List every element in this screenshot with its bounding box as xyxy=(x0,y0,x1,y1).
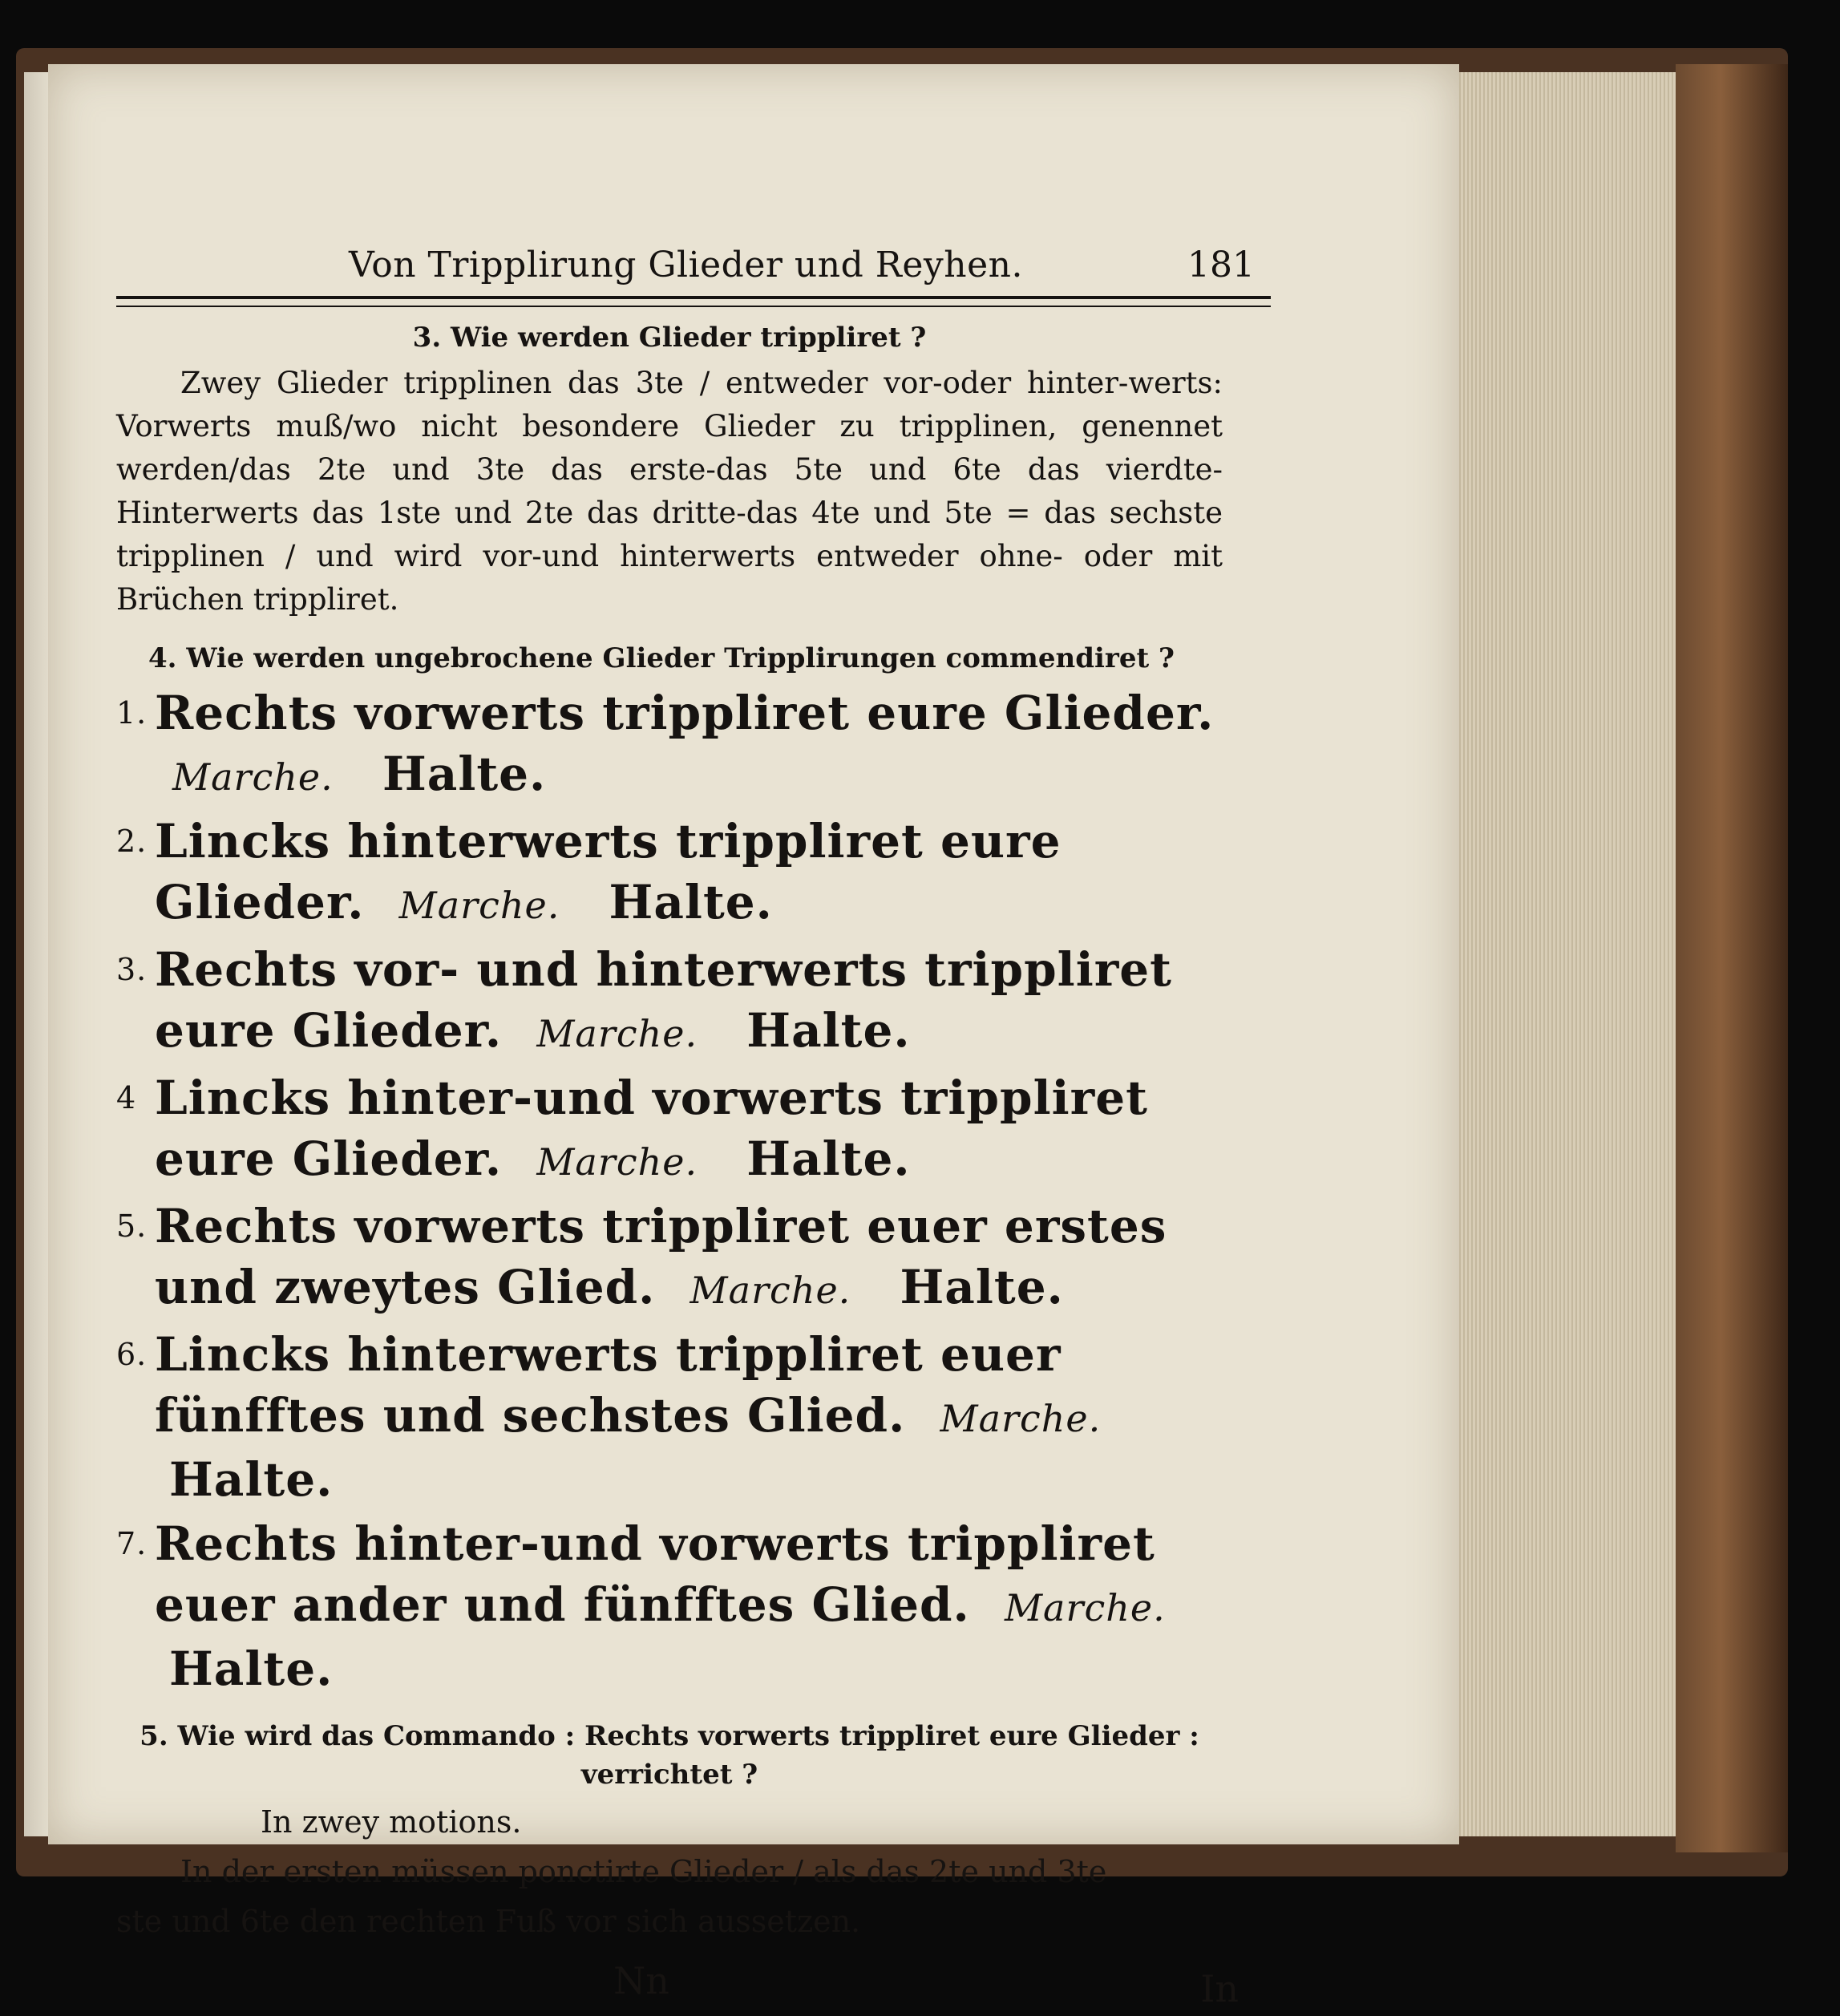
command-number: 2. xyxy=(116,824,148,859)
answer-3 xyxy=(116,362,1223,621)
text-area xyxy=(116,245,1255,2015)
command-halte: Halte. xyxy=(900,1260,1064,1314)
catchword: In xyxy=(1200,1967,1239,2010)
command-number: 1. xyxy=(116,695,148,731)
command-halte: Halte. xyxy=(169,1452,334,1507)
question-5: 5. Wie wird das Commando : Rechts vorwerts trippliret eure Glieder : verrichtet ? xyxy=(140,1720,1199,1791)
header-rule xyxy=(116,296,1271,307)
page-block-edges xyxy=(1451,72,1677,1836)
answer-5-line-2: In der ersten müssen ponctirte Glieder / als das 2te und 3te xyxy=(180,1854,1107,1889)
command-item xyxy=(116,1196,1223,1321)
command-item xyxy=(116,1067,1223,1192)
command-number: 5. xyxy=(116,1208,148,1244)
command-text: Lincks hinter-und vorwerts trippliret eure Glieder. xyxy=(155,1071,1148,1186)
signature-mark: Nn xyxy=(613,1959,669,2002)
command-number: 3. xyxy=(116,952,148,987)
command-item xyxy=(116,811,1223,936)
command-text: Lincks hinterwerts trippliret euer fünfftes und sechstes Glied. xyxy=(155,1327,1062,1443)
command-number: 4 xyxy=(116,1080,137,1115)
command-item xyxy=(116,682,1223,808)
command-item xyxy=(116,939,1223,1064)
command-halte: Halte. xyxy=(746,1131,911,1186)
running-head-title: Von Tripplirung Glieder und Reyhen. xyxy=(349,245,1023,285)
question-3: 3. Wie werden Glieder trippliret ? xyxy=(412,322,927,354)
command-halte: Halte. xyxy=(746,1003,911,1058)
command-marche: Marche. xyxy=(536,1012,698,1055)
answer-3-text: Zwey Glieder tripplinen das 3te / entweder vor-oder hinter-werts: Vorwerts muß/wo nicht besondere Glieder zu tripplinen, genennet werden/das 2te und 3te das erste-das 5te und 6te das vierdte- Hinterwerts das 1ste und 2te das dritte-das 4te und 5te = das sechste tripplinen / und wird vor-und hinterwerts entweder ohne- oder mit Brüchen trippliret. xyxy=(116,366,1223,617)
command-marche: Marche. xyxy=(940,1397,1102,1440)
command-number: 6. xyxy=(116,1337,148,1372)
page-footer xyxy=(116,1959,1239,2015)
book-page xyxy=(48,64,1459,2010)
command-number: 7. xyxy=(116,1526,148,1561)
answer-5-line-3: ste und 6te den rechten Fuß vor sich aussetzen. xyxy=(116,1904,861,1939)
command-marche: Marche. xyxy=(689,1269,851,1312)
command-text: Lincks hinterwerts trippliret eure Glieder. xyxy=(155,814,1062,929)
command-marche: Marche. xyxy=(536,1140,698,1184)
command-item xyxy=(116,1324,1223,1510)
question-4: 4. Wie werden ungebrochene Glieder Tripplirungen commendiret ? xyxy=(148,642,1175,674)
command-marche: Marche. xyxy=(172,755,334,799)
command-text: Rechts hinter-und vorwerts trippliret euer ander und fünfftes Glied. xyxy=(155,1516,1155,1632)
command-halte: Halte. xyxy=(609,875,773,929)
page-number: 181 xyxy=(1187,245,1255,285)
cover-edge xyxy=(1676,64,1788,1852)
command-halte: Halte. xyxy=(382,747,547,801)
command-list xyxy=(116,682,1223,1699)
command-item xyxy=(116,1513,1223,1699)
command-marche: Marche. xyxy=(398,884,560,927)
running-head xyxy=(116,245,1255,301)
command-text: Rechts vorwerts trippliret eure Glieder. xyxy=(155,686,1215,740)
command-text: Rechts vor- und hinterwerts trippliret eure Glieder. xyxy=(155,942,1172,1058)
command-text: Rechts vorwerts trippliret euer erstes und zweytes Glied. xyxy=(155,1199,1167,1314)
answer-5-line-1: In zwey motions. xyxy=(261,1804,522,1840)
command-halte: Halte. xyxy=(169,1642,334,1696)
command-marche: Marche. xyxy=(1004,1586,1166,1629)
